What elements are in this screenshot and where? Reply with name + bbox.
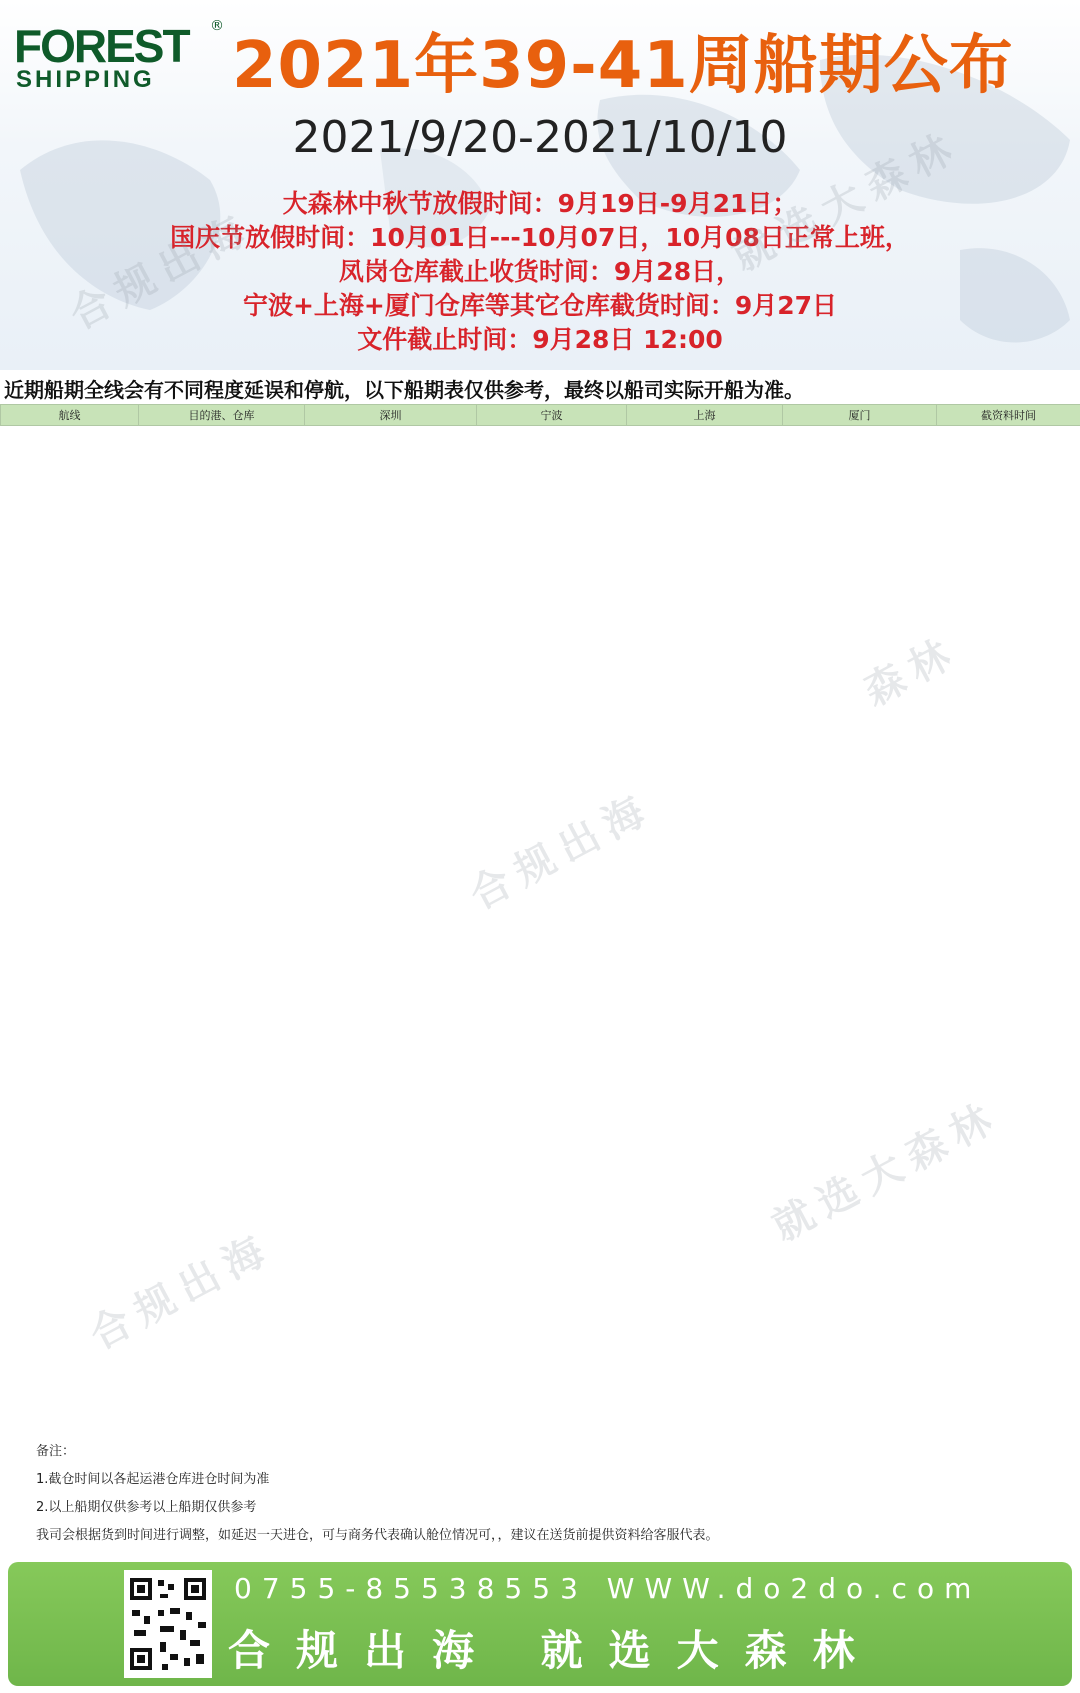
other-warehouse-cutoff-notice: 宁波+上海+厦门仓库等其它仓库截货时间：9月27日 xyxy=(242,291,838,320)
note-item: 1.截仓时间以各起运港仓库进仓时间为准 xyxy=(36,1472,270,1487)
watermark: 就选大森林 xyxy=(725,122,968,281)
watermark: 合规出海 xyxy=(82,1224,281,1359)
document-cutoff-notice: 文件截止时间：9月28日 12:00 xyxy=(357,325,723,354)
column-header: 航线 xyxy=(1,405,139,426)
shipping-schedule-table xyxy=(0,404,1080,426)
column-header: 上海 xyxy=(627,405,783,426)
schedule-disclaimer: 近期船期全线会有不同程度延误和停航，以下船期表仅供参考，最终以船司实际开船为准。 xyxy=(4,378,804,402)
watermark: 就选大森林 xyxy=(765,1092,1008,1251)
table-header-row xyxy=(1,405,1080,426)
header-banner xyxy=(0,0,1080,370)
notes-title: 备注： xyxy=(36,1444,76,1459)
footer-banner xyxy=(8,1562,1072,1686)
holiday-notice-1: 大森林中秋节放假时间：9月19日-9月21日； xyxy=(282,189,798,218)
company-logo xyxy=(14,18,224,96)
logo-wordmark-bottom: SHIPPING xyxy=(16,66,155,93)
column-header: 深圳 xyxy=(305,405,477,426)
qr-code-icon[interactable] xyxy=(124,1570,212,1678)
registered-mark: ® xyxy=(210,18,224,34)
logo-wordmark-top: FOREST xyxy=(14,20,189,72)
watermark: 合规出海 xyxy=(62,204,261,339)
date-range: 2021/9/20-2021/10/10 xyxy=(292,112,788,163)
contact-info: 0755-85538553 WWW.do2do.com xyxy=(234,1572,982,1605)
slogan: 合规出海 就选大森林 xyxy=(228,1626,881,1675)
note-item: 我司会根据货到时间进行调整，如延迟一天进仓，可与商务代表确认舱位情况可，，建议在送货前提供资料给客服代表。 xyxy=(36,1528,719,1543)
column-header: 目的港、仓库 xyxy=(139,405,305,426)
notes-section xyxy=(36,1438,1056,1550)
column-header: 宁波 xyxy=(477,405,627,426)
note-item: 2.以上船期仅供参考以上船期仅供参考 xyxy=(36,1500,257,1515)
watermark: 合规出海 xyxy=(462,784,661,919)
column-header: 厦门 xyxy=(783,405,937,426)
warehouse-cutoff-notice: 凤岗仓库截止收货时间：9月28日， xyxy=(338,257,742,286)
watermark: 森林 xyxy=(856,627,967,716)
column-header: 截资料时间 xyxy=(937,405,1080,426)
page-title: 2021年39-41周船期公布 xyxy=(232,29,1014,103)
holiday-notice-2: 国庆节放假时间：10月01日---10月07日，10月08日正常上班， xyxy=(170,223,910,252)
